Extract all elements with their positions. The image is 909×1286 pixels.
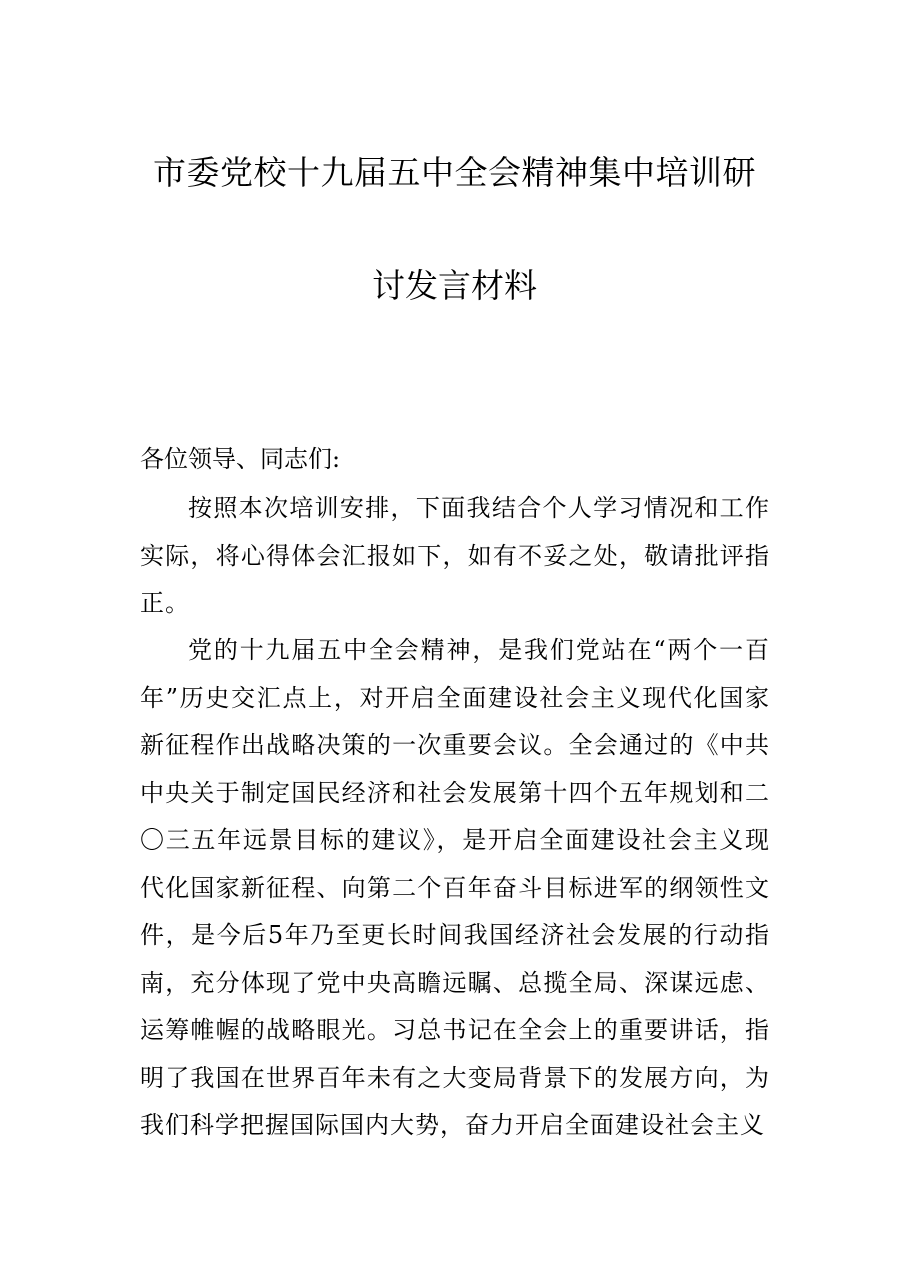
salutation: 各位领导、同志们: xyxy=(140,445,341,473)
document-title-line-2: 讨发言材料 xyxy=(372,266,537,305)
paragraph-2: 党的十九届五中全会精神，是我们党站在“两个一百年”历史交汇点上，对开启全面建设社会主义现代化国家新征程作出战略决策的一次重要会议。全会通过的《中共中央关于制定国民经济和社会发展第十四个五年规划和二〇三五年远景目标的建议》，是开启全面建设社会主义现代化国家新征程、向第二个百年奋斗目标进军的纲领性文件，是今后5年乃至更长时间我国经济社会发展的行动指南，充分体现了党中央高瞻远瞩、总揽全局、深谋远虑、运筹帷幄的战略眼光。习总书记在全会上的重要讲话，指明了我国在世界百年未有之大变局背景下的发展方向，为我们科学把握国际国内大势，奋力开启全面建设社会主义 xyxy=(140,636,770,1139)
document-title-line-1: 市委党校十九届五中全会精神集中培训研 xyxy=(153,153,756,192)
paragraph-1: 按照本次培训安排，下面我结合个人学习情况和工作实际，将心得体会汇报如下，如有不妥之处，敬请批评指正。 xyxy=(140,494,770,617)
